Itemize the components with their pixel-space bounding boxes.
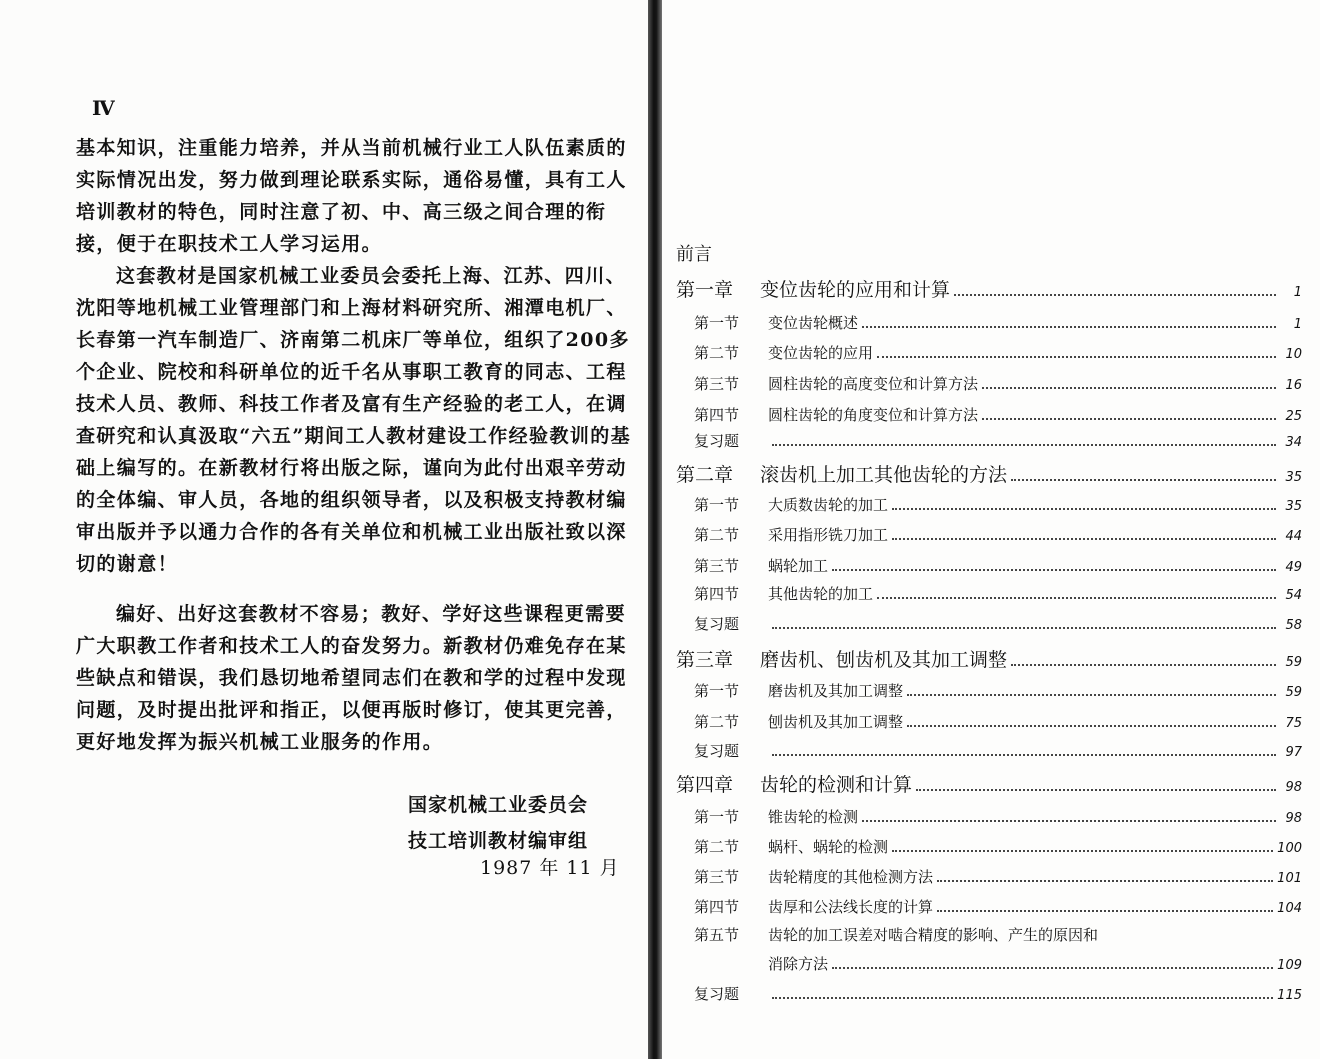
toc-entry — [694, 711, 1302, 732]
toc-leader — [862, 820, 1276, 822]
toc-entry — [694, 680, 1302, 701]
toc-leader — [1011, 664, 1276, 666]
toc-leader — [982, 387, 1276, 389]
toc-page-number: 115 — [1277, 988, 1302, 1003]
toc-label: 第一章 — [676, 279, 734, 301]
toc-entry — [694, 373, 1302, 394]
toc-title-text: 蜗杆、蜗轮的检测 — [768, 838, 889, 856]
toc-title-text: 圆柱齿轮的高度变位和计算方法 — [768, 375, 979, 393]
toc-label: 复习题 — [694, 742, 740, 760]
toc-label: 第二节 — [694, 838, 740, 856]
toc-label: 第三章 — [676, 649, 734, 671]
toc-page-number: 98 — [1285, 780, 1302, 795]
left-page — [0, 0, 648, 1059]
toc-page-number: 109 — [1277, 958, 1302, 973]
toc-title-text: 齿厚和公法线长度的计算 — [768, 898, 934, 916]
page-number: Ⅳ — [92, 96, 115, 120]
toc-label: 第二节 — [694, 344, 740, 362]
toc-label: 第四节 — [694, 406, 740, 424]
toc-title-text: 滚齿机上加工其他齿轮的方法 — [760, 464, 1008, 486]
toc-page-number: 1 — [1293, 285, 1302, 300]
toc-entry — [694, 524, 1302, 545]
signature-organization: 国家机械工业委员会 — [408, 794, 589, 816]
toc-title-text: 变位齿轮的应用和计算 — [760, 279, 951, 301]
toc-page-number: 59 — [1285, 655, 1302, 670]
toc-leader — [982, 418, 1276, 420]
toc-leader — [937, 910, 1273, 912]
toc-page-number: 1 — [1293, 317, 1302, 332]
toc-leader — [862, 326, 1276, 328]
toc-page-number: 58 — [1285, 618, 1302, 633]
toc-page-number: 101 — [1277, 871, 1302, 886]
toc-leader — [892, 850, 1273, 852]
toc-leader — [877, 356, 1276, 358]
toc-title-text: 变位齿轮的应用 — [768, 344, 874, 362]
toc-label: 第一节 — [694, 314, 740, 332]
signature-date: 1987 年 11 月 — [480, 857, 620, 879]
toc-entry — [694, 896, 1302, 917]
signature-group: 技工培训教材编审组 — [408, 830, 589, 852]
toc-leader — [832, 569, 1276, 571]
toc-title-text: 磨齿机及其加工调整 — [768, 682, 904, 700]
toc-label: 第一节 — [694, 808, 740, 826]
toc-entry — [676, 460, 1302, 487]
toc-entry — [694, 555, 1302, 576]
toc-label: 第三节 — [694, 557, 740, 575]
toc-leader — [1011, 479, 1276, 481]
toc-entry — [694, 583, 1302, 604]
toc-label: 第四节 — [694, 898, 740, 916]
toc-page-number: 49 — [1285, 560, 1302, 575]
toc-title-text: 采用指形铣刀加工 — [768, 526, 889, 544]
toc-entry — [694, 836, 1302, 857]
toc-entry — [694, 342, 1302, 363]
paragraph-2: 这套教材是国家机械工业委员会委托上海、江苏、四川、沈阳等地机械工业管理部门和上海材料研究所、湘潭电机厂、长春第一汽车制造厂、济南第二机床厂等单位，组织了200多个企业、院校和科研单位的近千名从事职工教育的同志、工程技术人员、教师、科技工作者及富有生产经验的老工人，在调查研究和认真汲取“六五”期间工人教材建设工作经验教训的基础上编写的。在新教材行将出版之际，谨向为此付出艰辛劳动的全体编、审人员，各地的组织领导者，以及积极支持教材编审出版并予以通力合作的各有关单位和机械工业出版社致以深切的谢意！ — [76, 265, 632, 575]
toc-entry — [694, 430, 1302, 451]
toc-entry — [676, 240, 712, 266]
toc-label: 复习题 — [694, 615, 740, 633]
toc-entry — [768, 953, 1302, 974]
toc-page-number: 59 — [1285, 685, 1302, 700]
toc-leader — [772, 627, 1276, 629]
toc-title-text: 齿轮的加工误差对啮合精度的影响、产生的原因和 — [768, 926, 1099, 944]
toc-page-number: 98 — [1285, 811, 1302, 826]
paragraph-1: 基本知识，注重能力培养，并从当前机械行业工人队伍素质的实际情况出发，努力做到理论联系实际，通俗易懂，具有工人培训教材的特色，同时注意了初、中、高三级之间合理的衔接，便于在职技术工人学习运用。 — [76, 137, 627, 255]
toc-leader — [772, 754, 1276, 756]
toc-label: 第二节 — [694, 526, 740, 544]
toc-leader — [916, 789, 1276, 791]
toc-label: 第五节 — [694, 926, 740, 944]
toc-title-text: 锥齿轮的检测 — [768, 808, 859, 826]
paragraph-3: 编好、出好这套教材不容易；教好、学好这些课程更需要广大职教工作者和技术工人的奋发努力。新教材仍难免存在某些缺点和错误，我们恳切地希望同志们在教和学的过程中发现问题，及时提出批评和指正，以便再版时修订，使其更完善，更好地发挥为振兴机械工业服务的作用。 — [76, 603, 627, 753]
toc-title-text: 蜗轮加工 — [768, 557, 829, 575]
toc-entry — [694, 494, 1302, 515]
toc-entry — [694, 806, 1302, 827]
toc-entry — [676, 275, 1302, 302]
toc-leader — [892, 538, 1276, 540]
toc-title-text: 齿轮精度的其他检测方法 — [768, 868, 934, 886]
toc-title-text: 磨齿机、刨齿机及其加工调整 — [760, 649, 1008, 671]
toc-entry — [694, 924, 1302, 945]
toc-page-number: 44 — [1285, 529, 1302, 544]
toc-label: 第一节 — [694, 496, 740, 514]
toc-entry — [694, 613, 1302, 634]
toc-entry — [676, 770, 1302, 797]
toc-title-text: 前言 — [676, 244, 712, 265]
toc-label: 第三节 — [694, 868, 740, 886]
toc-label: 第二章 — [676, 464, 734, 486]
toc-leader — [877, 597, 1276, 599]
toc-label: 第三节 — [694, 375, 740, 393]
right-page — [662, 0, 1320, 1059]
toc-page-number: 104 — [1277, 901, 1302, 916]
toc-entry — [694, 866, 1302, 887]
toc-page-number: 16 — [1285, 378, 1302, 393]
toc-leader — [907, 725, 1276, 727]
toc-title-text: 刨齿机及其加工调整 — [768, 713, 904, 731]
toc-entry — [694, 404, 1302, 425]
toc-page-number: 100 — [1277, 841, 1302, 856]
toc-leader — [954, 294, 1276, 296]
toc-page-number: 97 — [1285, 745, 1302, 760]
toc-leader — [772, 997, 1273, 999]
toc-leader — [907, 694, 1276, 696]
toc-page-number: 75 — [1285, 716, 1302, 731]
toc-title-text: 其他齿轮的加工 — [768, 585, 874, 603]
toc-leader — [772, 444, 1276, 446]
toc-leader — [892, 508, 1276, 510]
toc-title-text: 消除方法 — [768, 955, 829, 973]
toc-label: 第四节 — [694, 585, 740, 603]
toc-title-text: 圆柱齿轮的角度变位和计算方法 — [768, 406, 979, 424]
toc-page-number: 54 — [1285, 588, 1302, 603]
toc-leader — [832, 967, 1273, 969]
toc-label: 复习题 — [694, 985, 740, 1003]
toc-label: 复习题 — [694, 432, 740, 450]
toc-entry — [694, 983, 1302, 1004]
toc-title-text: 大质数齿轮的加工 — [768, 496, 889, 514]
toc-page-number: 34 — [1285, 435, 1302, 450]
toc-page-number: 35 — [1285, 499, 1302, 514]
toc-leader — [937, 880, 1273, 882]
toc-entry — [694, 740, 1302, 761]
toc-page-number: 25 — [1285, 409, 1302, 424]
book-spine — [648, 0, 662, 1059]
toc-label: 第二节 — [694, 713, 740, 731]
toc-label: 第四章 — [676, 774, 734, 796]
toc-title-text: 变位齿轮概述 — [768, 314, 859, 332]
toc-page-number: 10 — [1285, 347, 1302, 362]
toc-title-text: 齿轮的检测和计算 — [760, 774, 913, 796]
toc-entry — [694, 312, 1302, 333]
toc-entry — [676, 645, 1302, 672]
toc-label: 第一节 — [694, 682, 740, 700]
toc-page-number: 35 — [1285, 470, 1302, 485]
